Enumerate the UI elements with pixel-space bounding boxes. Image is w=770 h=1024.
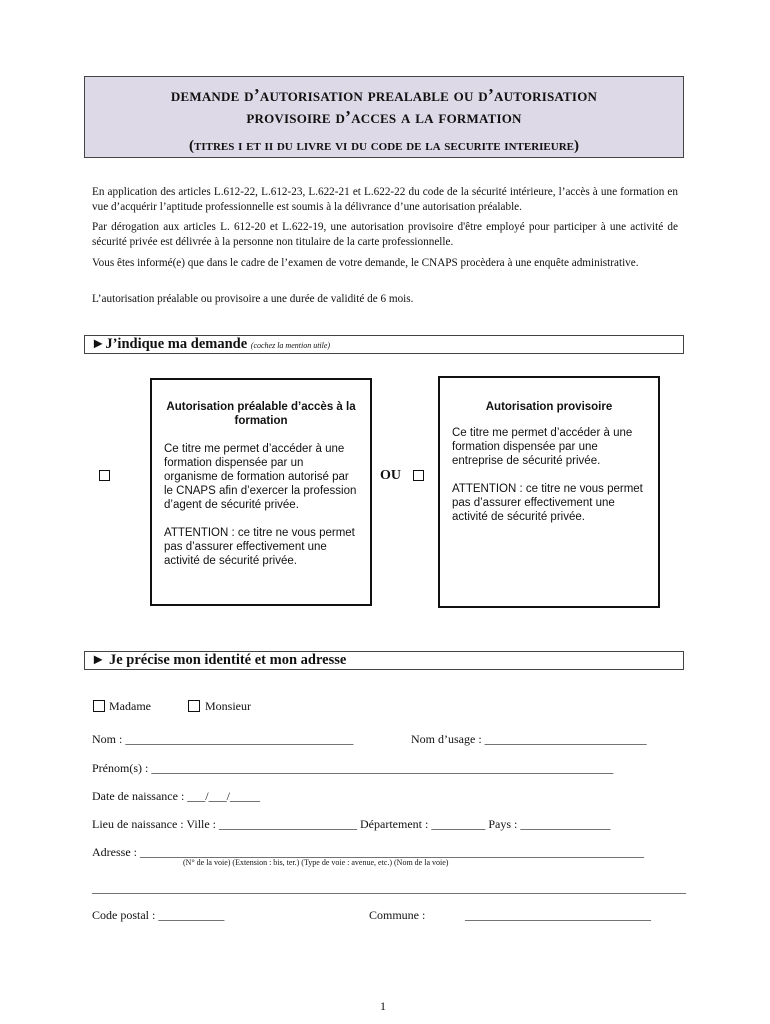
field-code-postal[interactable]: Code postal : ___________ [92,908,225,922]
field-nom-usage[interactable]: Nom d’usage : ___________________________ [411,732,647,746]
field-lieu-naissance[interactable]: Lieu de naissance : Ville : _______________________ Département : _________ Pays : _______________ [92,817,611,831]
intro-paragraph-4: L’autorisation préalable ou provisoire a une durée de validité de 6 mois. [92,293,414,305]
label-commune: Commune : [369,908,426,922]
intro-paragraph-2: Par dérogation aux articles L. 612-20 et L.622-19, une autorisation provisoire d'être employé pour participer à une activité de sécurité privée est délivrée à la personne non titulaire de la carte professionnelle. [92,221,678,248]
option1-attention: ATTENTION : ce titre ne vous permet pas d’assurer effectivement une activité de sécurité privée. [164,527,355,567]
option2-attention: ATTENTION : ce titre ne vous permet pas d’assurer effectivement une activité de sécurité privée. [452,483,643,523]
page-title [85,85,683,129]
section-request-title: ►J’indique ma demande [91,336,248,352]
field-commune[interactable]: _______________________________ [465,908,651,922]
field-date-naissance[interactable]: Date de naissance : ___/___/_____ [92,789,260,803]
page-subtitle: (titres i et ii du livre vi du code de la securite interieure) [189,138,579,154]
checkbox-autorisation-provisoire[interactable] [413,470,424,481]
title-line-1: demande d’autorisation prealable ou d’autorisation [170,85,598,105]
checkbox-monsieur[interactable] [188,700,200,712]
title-box [84,76,684,158]
option2-heading: Autorisation provisoire [485,401,613,413]
option-autorisation-provisoire [438,376,660,608]
field-prenoms[interactable]: Prénom(s) : _____________________________________________________________________________ [92,761,614,775]
checkbox-madame[interactable] [93,700,105,712]
option1-body: Ce titre me permet d’accéder à une formation dispensée par un organisme de formation autorisé par le CNAPS afin d’exercer la profession d’agent de sécurité privée. [164,443,357,511]
option1-heading: Autorisation préalable d’accès à la formation [166,401,356,427]
option2-body: Ce titre me permet d’accéder à une formation dispensée par une entreprise de sécurité privée. [452,427,633,467]
intro-paragraph-3: Vous êtes informé(e) que dans le cadre de l’examen de votre demande, le CNAPS procèdera à une enquête administrative. [92,257,639,269]
label-monsieur: Monsieur [205,699,251,713]
field-nom[interactable]: Nom : ______________________________________ [92,732,354,746]
adresse-hint: (N° de la voie) (Extension : bis, ter.) (Type de voie : avenue, etc.) (Nom de la voie) [183,858,449,867]
section-request-note: (cochez la mention utile) [250,341,331,350]
section-identity-header [84,651,684,670]
checkbox-autorisation-prealable[interactable] [99,470,110,481]
title-line-2: provisoire d’acces a la formation [246,107,522,127]
section-request-header [84,335,684,354]
intro-paragraph-1: En application des articles L.612-22, L.612-23, L.622-21 et L.622-22 du code de la sécurité intérieure, l’accès à une formation en vue d’acquérir l’aptitude professionnelle est soumis à la délivrance d’une autorisation préalable. [92,186,678,213]
field-adresse[interactable]: Adresse : ____________________________________________________________________________________ [92,845,644,859]
section-identity-title: ► Je précise mon identité et mon adresse [91,652,347,668]
page-number: 1 [380,999,386,1013]
option-autorisation-prealable [150,378,372,606]
label-madame: Madame [109,699,151,713]
field-adresse-line2[interactable]: ___________________________________________________________________________________________________ [92,881,686,895]
or-label: OU [380,468,401,483]
